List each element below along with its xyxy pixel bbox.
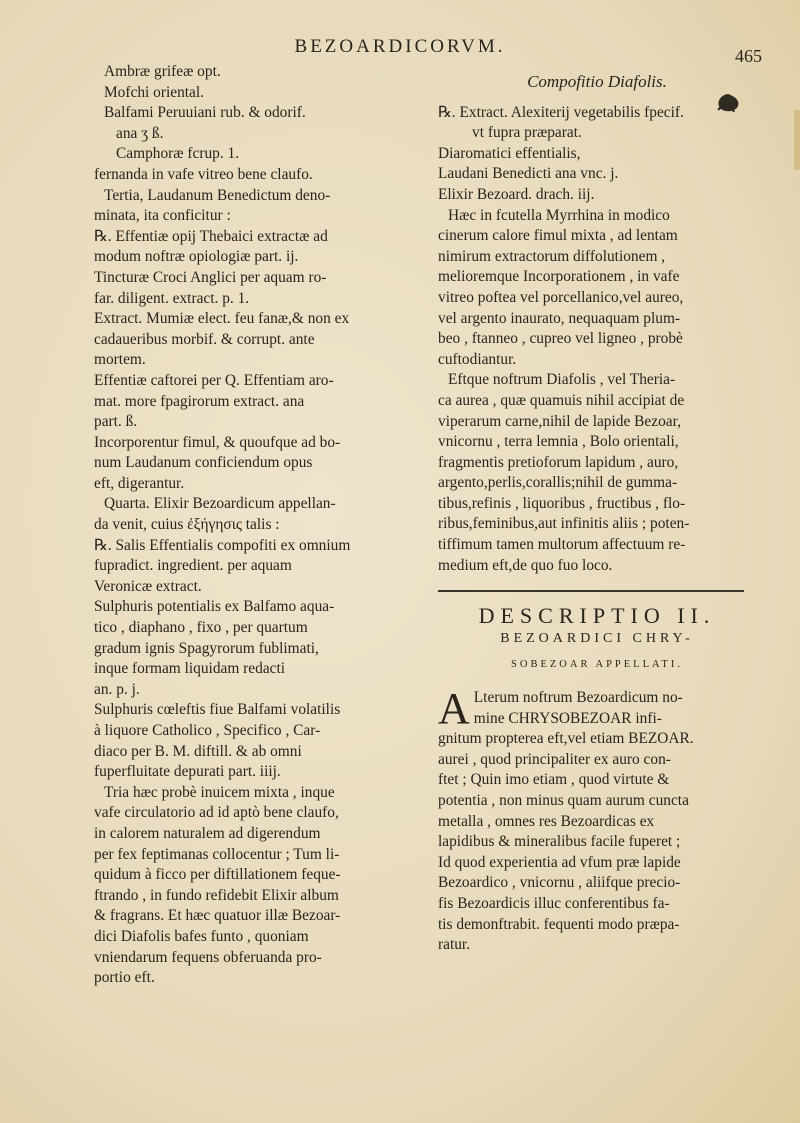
text-line: eft, digerantur. [94, 474, 185, 492]
text-line: ℞. Salis Effentialis compofiti ex omnium [94, 536, 351, 554]
text-line: Balfami Peruuiani rub. & odorif. [104, 104, 306, 122]
text-line: ℞. Extract. Alexiterij vegetabilis fpecif. [438, 103, 684, 121]
text-line: portio eft. [94, 969, 155, 987]
text-line: fis Bezoardicis illuc conferentibus fa- [438, 894, 670, 912]
text-line: Id quod experientia ad vfum præ lapide [438, 853, 681, 871]
text-line: Tria hæc probè inuicem mixta , inque [104, 783, 335, 801]
text-line: minata, ita conficitur : [94, 207, 231, 225]
text-line: mine CHRYSOBEZOAR infi- [473, 709, 662, 727]
text-line: cinerum calore fimul mixta , ad lentam [438, 227, 678, 245]
text-line: beo , ftanneo , cupreo vel ligneo , probè [438, 330, 683, 348]
text-line: Tincturæ Croci Anglici per aquam ro- [94, 268, 327, 286]
text-line: gradum ignis Spagyrorum fublimati, [94, 639, 319, 657]
text-line: tiffimum tamen multorum affectuum re- [438, 536, 686, 554]
text-line: ratur. [438, 936, 471, 954]
section-divider [438, 590, 744, 592]
right-column [438, 62, 756, 956]
text-line: part. ß. [94, 413, 138, 431]
text-line: quidum à ficco per diftillationem feque- [94, 866, 341, 884]
text-line: tibus,refinis , liquoribus , fructibus , flo- [438, 494, 686, 512]
text-line: cadaueribus morbif. & corrupt. ante [94, 330, 315, 348]
text-line: vel argento inaurato, nequaquam plum- [438, 309, 681, 327]
section-subtitle: Compofitio Diafolis. [527, 72, 667, 91]
description-paragraph [438, 684, 756, 956]
text-line: melioremque Incorporationem , in vafe [438, 268, 680, 286]
page-number: 465 [735, 46, 762, 66]
text-line: Eftque noftrum Diafolis , vel Theria- [448, 371, 676, 389]
text-line: ribus,feminibus,aut infinitis aliis ; poten- [438, 515, 690, 533]
page-edge-stain [794, 110, 800, 170]
text-line: ana ʒ ß. [116, 124, 164, 142]
text-line: vnicornu , terra lemnia , Bolo orientali, [438, 433, 679, 451]
text-line: Bezoardico , vnicornu , aliifque precio- [438, 874, 681, 892]
description-subtitle: BEZOARDICI CHRY- [500, 630, 694, 646]
drop-cap: A [438, 684, 470, 734]
text-line: cuftodiantur. [438, 350, 517, 368]
text-line: Effentiæ caftorei per Q. Effentiam aro- [94, 371, 334, 389]
text-line: vitreo poftea vel porcellanico,vel aureo, [438, 288, 684, 306]
text-line: Mofchi oriental. [104, 83, 205, 101]
text-line: ca aurea , quæ quamuis nihil accipiat de [438, 391, 685, 409]
text-line: Tertia, Laudanum Benedictum deno- [104, 186, 331, 204]
description-title: DESCRIPTIO II. [478, 603, 716, 629]
text-line: ftet ; Quin imo etiam , quod virtute & [438, 771, 670, 789]
text-line: inque formam liquidam redacti [94, 660, 286, 678]
text-line: dici Diafolis bafes funto , quoniam [94, 927, 309, 945]
text-line: Lterum noftrum Bezoardicum no- [473, 689, 683, 707]
text-line: per fex feptimanas collocentur ; Tum li- [94, 845, 340, 863]
text-line: an. p. j. [94, 680, 140, 698]
text-line: fuperfluitate depurati part. iiij. [94, 763, 281, 781]
text-line: far. diligent. extract. p. 1. [94, 289, 250, 307]
text-line: fupradict. ingredient. per aquam [94, 557, 292, 575]
recipe-text [438, 103, 756, 577]
text-line: metalla , omnes res Bezoardicas ex [438, 812, 655, 830]
running-head: BEZOARDICORVM. [294, 36, 506, 57]
text-line: vafe circulatorio ad id aptò bene claufo, [94, 804, 339, 822]
text-line: fernanda in vafe vitreo bene claufo. [94, 165, 313, 183]
text-line: Incorporentur fimul, & quoufque ad bo- [94, 433, 341, 451]
text-line: vt fupra præparat. [472, 124, 582, 142]
text-line: in calorem naturalem ad digerendum [94, 824, 321, 842]
text-line: Elixir Bezoard. drach. iij. [438, 185, 595, 203]
text-line: Sulphuris potentialis ex Balfamo aqua- [94, 598, 335, 616]
text-line: Laudani Benedicti ana vnc. j. [438, 165, 619, 183]
text-line: diaco per B. M. diftill. & ab omni [94, 742, 302, 760]
text-line: medium eft,de quo fuo loco. [438, 556, 613, 574]
text-line: da venit, cuius ἐξήγησις talis : [94, 516, 280, 534]
text-line: argento,perlis,corallis;nihil de gumma- [438, 474, 678, 492]
text-line: ℞. Effentiæ opij Thebaici extractæ ad [94, 227, 328, 245]
text-line: modum noftræ opiologiæ part. ij. [94, 248, 299, 266]
text-line: Veronicæ extract. [94, 577, 202, 595]
text-line: num Laudanum conficiendum opus [94, 454, 313, 472]
text-line: mat. more fpagirorum extract. ana [94, 392, 305, 410]
text-line: vniendarum fequens obferuanda pro- [94, 948, 322, 966]
text-line: Sulphuris cœleftis fiue Balfami volatilis [94, 701, 341, 719]
text-line: tico , diaphano , fixo , per quartum [94, 619, 308, 637]
text-line: Diaromatici effentialis, [438, 144, 581, 162]
description-subtitle-2: SOBEZOAR APPELLATI. [511, 659, 683, 671]
text-line: potentia , non minus quam aurum cuncta [438, 792, 689, 809]
left-column [94, 62, 420, 989]
text-line: lapidibus & mineralibus facile fuperet ; [438, 833, 681, 851]
text-line: mortem. [94, 351, 146, 369]
text-line: fragmentis pretioforum lapidum , auro, [438, 453, 679, 471]
text-line: Hæc in fcutella Myrrhina in modico [448, 206, 670, 224]
text-line: viperarum carne,nihil de lapide Bezoar, [438, 412, 681, 430]
text-line: à liquore Catholico , Specifico , Car- [94, 722, 321, 739]
text-line: ftrando , in fundo refidebit Elixir album [94, 886, 339, 904]
text-line: Quarta. Elixir Bezoardicum appellan- [104, 495, 336, 513]
text-line: & fragrans. Et hæc quatuor illæ Bezoar- [94, 907, 341, 925]
text-line: Extract. Mumiæ elect. feu fanæ,& non ex [94, 310, 350, 328]
text-line: Camphoræ fcrup. 1. [116, 145, 240, 163]
text-line: Ambræ grifeæ opt. [104, 63, 221, 80]
text-line: aurei , quod principaliter ex auro con- [438, 750, 671, 768]
text-line: gnitum propterea eft,vel etiam BEZOAR. [438, 730, 694, 748]
text-line: tis demonftrabit. fequenti modo præpa- [438, 915, 680, 933]
text-line: nimirum extractorum diffolutionem , [438, 247, 666, 265]
